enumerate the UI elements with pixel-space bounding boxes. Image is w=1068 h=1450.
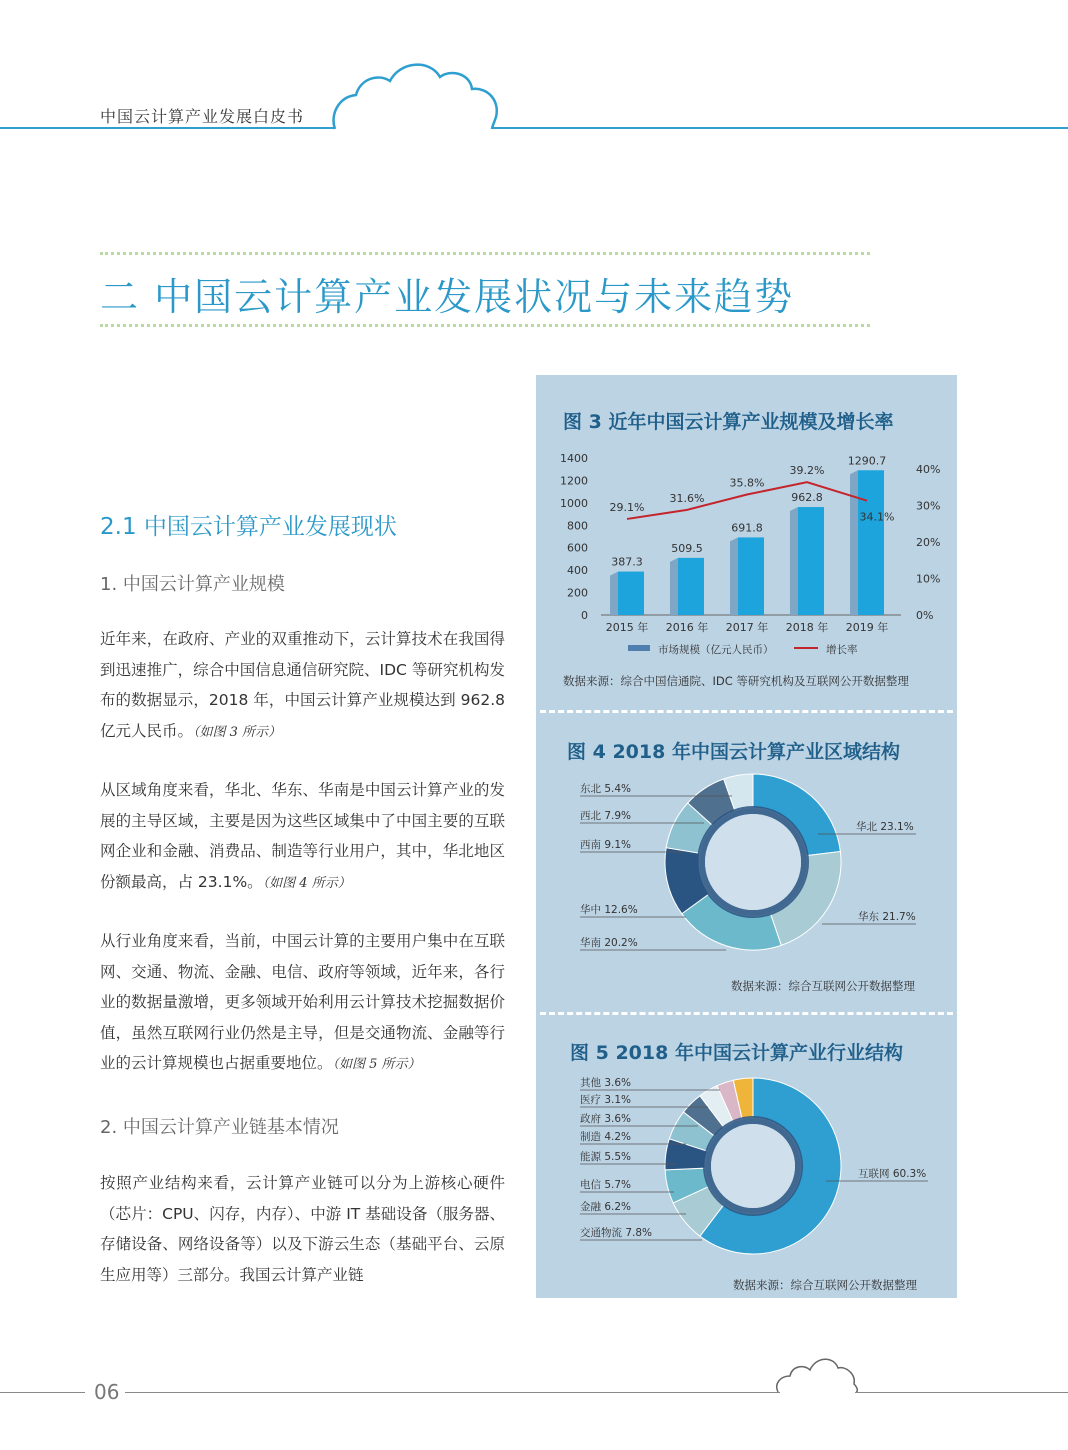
panel-divider-2 (540, 1012, 953, 1015)
figure-3-source: 数据来源：综合中国信通院、IDC 等研究机构及互联网公开数据整理 (563, 674, 909, 688)
header-rule-left (0, 127, 335, 129)
page-number: 06 (94, 1380, 120, 1404)
footer-rule-right-2 (855, 1392, 1068, 1393)
y-tick-label: 0 (581, 609, 588, 622)
growth-rate-label: 39.2% (789, 464, 825, 478)
bar (858, 470, 884, 615)
subheading-scale: 1. 中国云计算产业规模 (100, 574, 285, 595)
y-tick-label: 800 (567, 519, 588, 533)
slice-label: 能源 5.5% (580, 1151, 632, 1163)
chapter-title: 二 中国云计算产业发展状况与未来趋势 (100, 275, 795, 319)
paragraph-scale (100, 624, 505, 748)
figure-ref-4: （如图 4 所示） (262, 875, 351, 891)
bar (738, 537, 764, 615)
bar-side (790, 507, 798, 615)
slice-label: 制造 4.2% (580, 1131, 632, 1143)
bar (678, 558, 704, 615)
y-tick-label: 1400 (560, 452, 588, 465)
slice-label: 其他 3.6% (580, 1077, 632, 1089)
bar-side (670, 558, 678, 615)
paragraph-scale-text: 近年来，在政府、产业的双重推动下，云计算技术在我国得到迅速推广，综合中国信息通信研究院、IDC 等研究机构发布的数据显示，2018 年，中国云计算产业规模达到 962.8 亿元人民币。 (100, 630, 505, 740)
figure-3-chart (536, 445, 957, 665)
y2-tick-label: 0% (916, 609, 934, 622)
figure-5-title: 图 5 2018 年中国云计算产业行业结构 (570, 1042, 903, 1064)
y2-tick-label: 10% (916, 572, 941, 586)
y-tick-label: 1200 (560, 474, 588, 488)
legend-label-growth: 增长率 (826, 644, 858, 656)
x-tick-label: 2016 年 (665, 621, 709, 634)
slice-label: 西南 9.1% (580, 839, 632, 851)
bar-value-label: 1290.7 (847, 454, 887, 468)
paragraph-region-text: 从区域角度来看，华北、华东、华南是中国云计算产业的发展的主导区域，主要是因为这些区域集中了中国主要的互联网企业和金融、消费品、制造等行业用户，其中，华北地区份额最高，占 23.1%。 (100, 781, 505, 891)
slice-label: 政府 3.6% (580, 1113, 632, 1125)
growth-rate-label: 35.8% (729, 476, 765, 490)
figure-5-source: 数据来源：综合互联网公开数据整理 (733, 1278, 917, 1292)
paragraph-region (100, 775, 505, 899)
bar-value-label: 962.8 (791, 491, 823, 505)
paragraph-chain: 按照产业结构来看，云计算产业链可以分为上游核心硬件（芯片：CPU、闪存，内存）、中游 IT 基础设备（服务器、存储设备、网络设备等）以及下游云生态（基础平台、云原生应用等）三部分。我国云计算产业链 (100, 1174, 505, 1284)
subheading-chain: 2. 中国云计算产业链基本情况 (100, 1117, 339, 1138)
header-cloud-decoration (320, 55, 510, 135)
footer-rule-left (0, 1392, 85, 1393)
y-tick-label: 200 (567, 586, 588, 600)
legend-swatch-market-size (628, 645, 650, 651)
slice-label: 互联网 60.3% (858, 1168, 927, 1180)
panel-divider-1 (540, 710, 953, 713)
figure-5-chart (536, 1070, 957, 1270)
bar-value-label: 509.5 (671, 541, 703, 555)
slice-label: 交通物流 7.8% (580, 1227, 653, 1239)
y2-tick-label: 30% (916, 499, 941, 513)
running-header-title: 中国云计算产业发展白皮书 (100, 107, 305, 126)
x-tick-label: 2017 年 (725, 621, 769, 634)
y-tick-label: 600 (567, 541, 588, 555)
slice-label: 华南 20.2% (580, 937, 638, 949)
figure-3-title: 图 3 近年中国云计算产业规模及增长率 (563, 411, 894, 433)
header-rule-right (492, 127, 1068, 129)
paragraph-industry (100, 926, 505, 1081)
legend-label-market-size: 市场规模（亿元人民币） (658, 644, 774, 656)
x-tick-label: 2019 年 (845, 621, 889, 634)
chapter-divider-bottom (100, 324, 870, 327)
x-tick-label: 2015 年 (605, 621, 649, 634)
donut-hole (711, 1124, 795, 1208)
bar-side (850, 470, 858, 615)
bar (618, 572, 644, 615)
donut-hole (705, 814, 801, 910)
bar (798, 507, 824, 615)
bar-side (610, 572, 618, 615)
y2-tick-label: 40% (916, 463, 941, 477)
chapter-divider-top (100, 252, 870, 255)
growth-rate-label: 34.1% (859, 510, 895, 524)
slice-label: 华北 23.1% (856, 821, 914, 833)
growth-rate-label: 29.1% (609, 500, 645, 514)
paragraph-industry-text: 从行业角度来看，当前，中国云计算的主要用户集中在互联网、交通、物流、金融、电信、政府等领域，近年来，各行业的数据量激增，更多领域开始利用云计算技术挖掘数据价值，虽然互联网行业仍然是主导，但是交通物流、金融等行业的云计算规模也占据重要地位。 (100, 932, 505, 1072)
figure-ref-3: （如图 3 所示） (193, 724, 282, 740)
bar-side (730, 537, 738, 615)
bar-value-label: 387.3 (611, 555, 643, 569)
slice-label: 华中 12.6% (580, 904, 638, 916)
footer-rule-right (125, 1392, 780, 1393)
slice-label: 华东 21.7% (858, 911, 916, 923)
bar-value-label: 691.8 (731, 521, 763, 535)
y2-tick-label: 20% (916, 536, 941, 550)
slice-label: 金融 6.2% (580, 1201, 632, 1213)
x-tick-label: 2018 年 (785, 621, 829, 634)
figure-4-source: 数据来源：综合互联网公开数据整理 (731, 979, 915, 993)
figure-ref-5: （如图 5 所示） (332, 1057, 421, 1072)
slice-label: 西北 7.9% (580, 810, 632, 822)
slice-label: 电信 5.7% (580, 1179, 632, 1191)
footer-cloud-decoration (772, 1350, 862, 1395)
growth-rate-label: 31.6% (669, 491, 705, 505)
figure-4-title: 图 4 2018 年中国云计算产业区域结构 (567, 741, 900, 763)
figure-4-chart (536, 770, 957, 970)
slice-label: 医疗 3.1% (580, 1094, 632, 1106)
y-tick-label: 400 (567, 564, 588, 578)
slice-label: 东北 5.4% (580, 783, 632, 795)
section-title: 2.1 中国云计算产业发展现状 (100, 514, 397, 540)
y-tick-label: 1000 (560, 496, 588, 510)
